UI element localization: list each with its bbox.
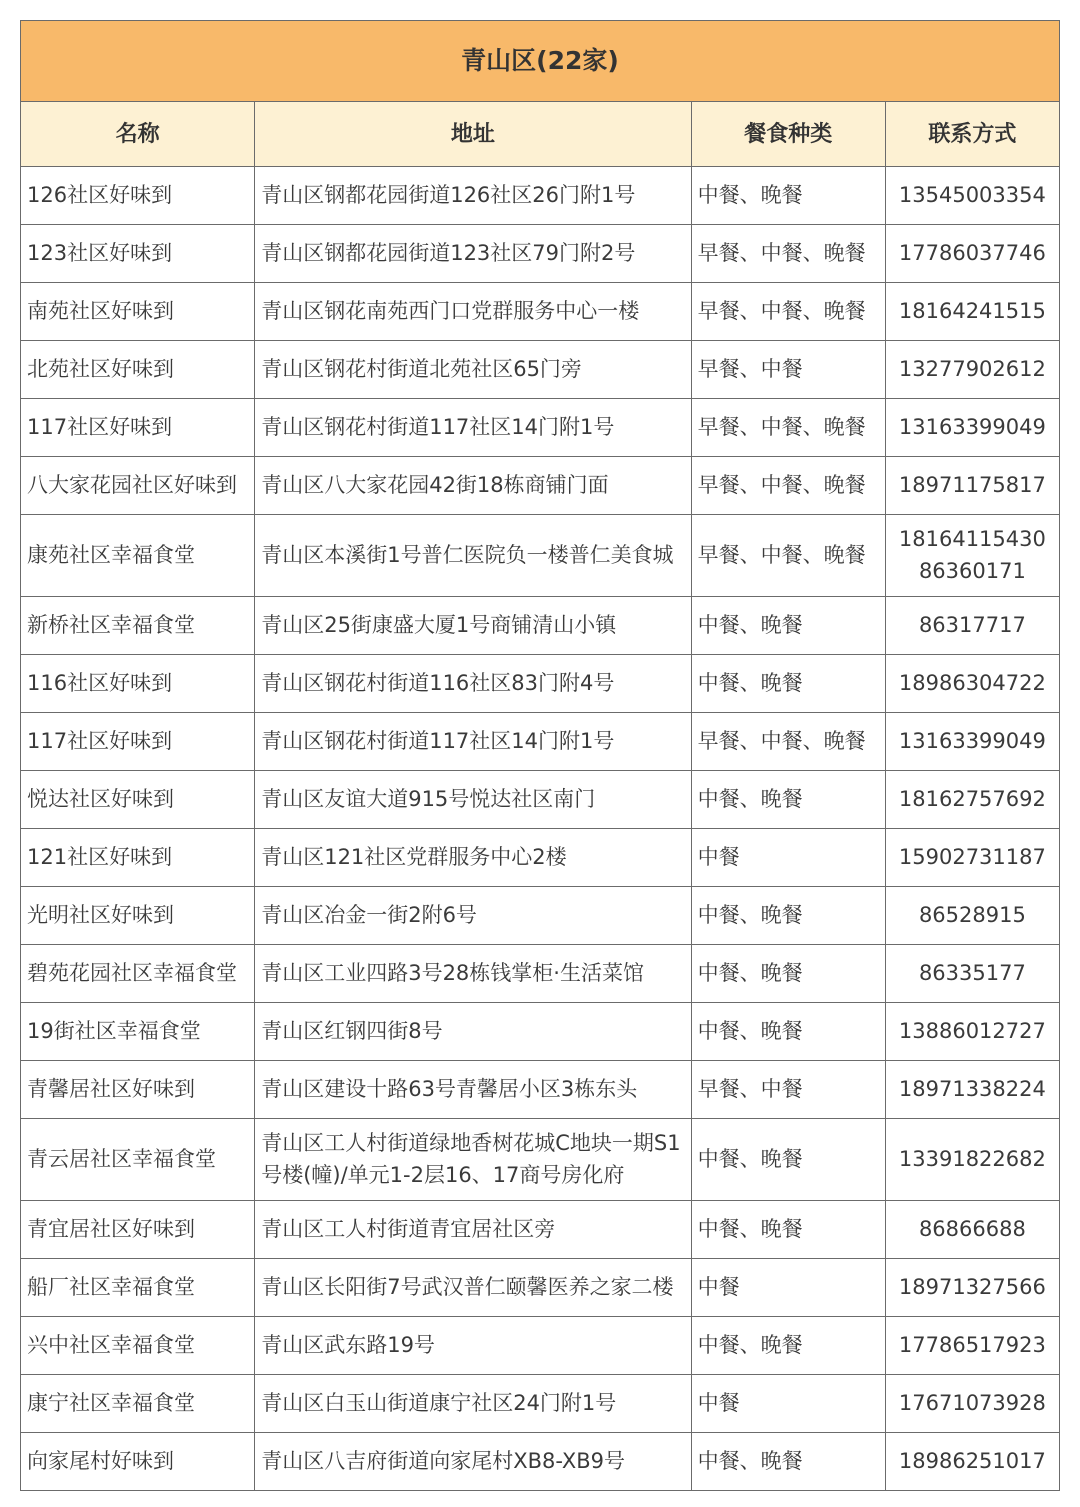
canteen-name-cell: 青宜居社区好味到 bbox=[21, 1201, 255, 1259]
contact-cell bbox=[885, 1119, 1059, 1201]
phone-number: 17786517923 bbox=[898, 1332, 1046, 1357]
table-row bbox=[21, 399, 1060, 457]
phone-number: 86866688 bbox=[918, 1216, 1026, 1241]
table-row bbox=[21, 1061, 1060, 1119]
table-row bbox=[21, 1433, 1060, 1491]
address-cell: 青山区武东路19号 bbox=[255, 1317, 691, 1375]
contact-cell bbox=[885, 225, 1059, 283]
contact-cell bbox=[885, 597, 1059, 655]
meal-type-cell: 中餐、晚餐 bbox=[691, 945, 885, 1003]
contact-cell bbox=[885, 945, 1059, 1003]
address-cell: 青山区白玉山街道康宁社区24门附1号 bbox=[255, 1375, 691, 1433]
address-cell: 青山区工业四路3号28栋钱掌柜·生活菜馆 bbox=[255, 945, 691, 1003]
canteen-name-cell: 新桥社区幸福食堂 bbox=[21, 597, 255, 655]
table-row bbox=[21, 341, 1060, 399]
phone-number: 86335177 bbox=[918, 960, 1026, 985]
canteen-name-cell: 117社区好味到 bbox=[21, 713, 255, 771]
canteen-name-cell: 光明社区好味到 bbox=[21, 887, 255, 945]
phone-number: 18164241515 bbox=[898, 298, 1046, 323]
canteen-name-cell: 南苑社区好味到 bbox=[21, 283, 255, 341]
address-cell: 青山区红钢四街8号 bbox=[255, 1003, 691, 1061]
phone-number: 18971327566 bbox=[898, 1274, 1046, 1299]
meal-type-cell: 中餐、晚餐 bbox=[691, 1201, 885, 1259]
table-row bbox=[21, 1119, 1060, 1201]
contact-cell bbox=[885, 457, 1059, 515]
meal-type-cell: 早餐、中餐 bbox=[691, 341, 885, 399]
canteen-name-cell: 青云居社区幸福食堂 bbox=[21, 1119, 255, 1201]
phone-number: 18971338224 bbox=[898, 1076, 1046, 1101]
phone-number: 18971175817 bbox=[898, 472, 1046, 497]
address-cell: 青山区友谊大道915号悦达社区南门 bbox=[255, 771, 691, 829]
table-row bbox=[21, 167, 1060, 225]
address-cell: 青山区冶金一街2附6号 bbox=[255, 887, 691, 945]
phone-number: 13545003354 bbox=[898, 182, 1046, 207]
meal-type-cell: 早餐、中餐、晚餐 bbox=[691, 225, 885, 283]
contact-cell bbox=[885, 1201, 1059, 1259]
canteen-name-cell: 碧苑花园社区幸福食堂 bbox=[21, 945, 255, 1003]
table-row bbox=[21, 597, 1060, 655]
contact-cell bbox=[885, 1259, 1059, 1317]
canteen-name-cell: 康宁社区幸福食堂 bbox=[21, 1375, 255, 1433]
address-cell: 青山区钢花村街道北苑社区65门旁 bbox=[255, 341, 691, 399]
table-row bbox=[21, 829, 1060, 887]
table-title-row bbox=[21, 21, 1060, 102]
meal-type-cell: 早餐、中餐 bbox=[691, 1061, 885, 1119]
phone-number: 18162757692 bbox=[898, 786, 1046, 811]
canteen-name-cell: 121社区好味到 bbox=[21, 829, 255, 887]
table-row bbox=[21, 515, 1060, 597]
address-cell: 青山区长阳街7号武汉普仁颐馨医养之家二楼 bbox=[255, 1259, 691, 1317]
contact-cell bbox=[885, 515, 1059, 597]
canteen-name-cell: 116社区好味到 bbox=[21, 655, 255, 713]
contact-cell bbox=[885, 829, 1059, 887]
phone-number: 86317717 bbox=[918, 612, 1026, 637]
contact-cell bbox=[885, 771, 1059, 829]
phone-number: 17786037746 bbox=[898, 240, 1046, 265]
address-cell: 青山区八吉府街道向家尾村XB8-XB9号 bbox=[255, 1433, 691, 1491]
table-row bbox=[21, 655, 1060, 713]
meal-type-cell: 中餐、晚餐 bbox=[691, 597, 885, 655]
table-row bbox=[21, 1259, 1060, 1317]
table-row bbox=[21, 283, 1060, 341]
address-cell: 青山区钢花村街道116社区83门附4号 bbox=[255, 655, 691, 713]
canteen-name-cell: 北苑社区好味到 bbox=[21, 341, 255, 399]
table-row bbox=[21, 1375, 1060, 1433]
meal-type-cell: 中餐、晚餐 bbox=[691, 655, 885, 713]
address-cell: 青山区钢都花园街道126社区26门附1号 bbox=[255, 167, 691, 225]
canteen-name-cell: 向家尾村好味到 bbox=[21, 1433, 255, 1491]
meal-type-cell: 早餐、中餐、晚餐 bbox=[691, 515, 885, 597]
canteen-name-cell: 康苑社区幸福食堂 bbox=[21, 515, 255, 597]
meal-type-cell: 中餐、晚餐 bbox=[691, 771, 885, 829]
meal-type-cell: 早餐、中餐、晚餐 bbox=[691, 713, 885, 771]
canteen-name-cell: 19街社区幸福食堂 bbox=[21, 1003, 255, 1061]
address-cell: 青山区八大家花园42街18栋商铺门面 bbox=[255, 457, 691, 515]
table-title: 青山区(22家) bbox=[21, 21, 1060, 102]
address-cell: 青山区钢花村街道117社区14门附1号 bbox=[255, 713, 691, 771]
contact-cell bbox=[885, 283, 1059, 341]
table-row bbox=[21, 945, 1060, 1003]
meal-type-cell: 中餐、晚餐 bbox=[691, 1003, 885, 1061]
address-cell: 青山区钢都花园街道123社区79门附2号 bbox=[255, 225, 691, 283]
address-cell: 青山区钢花南苑西门口党群服务中心一楼 bbox=[255, 283, 691, 341]
meal-type-cell: 中餐、晚餐 bbox=[691, 167, 885, 225]
meal-type-cell: 早餐、中餐、晚餐 bbox=[691, 283, 885, 341]
table-row bbox=[21, 457, 1060, 515]
header-meal-type: 餐食种类 bbox=[691, 102, 885, 167]
contact-cell bbox=[885, 887, 1059, 945]
meal-type-cell: 中餐 bbox=[691, 1375, 885, 1433]
table-row bbox=[21, 771, 1060, 829]
meal-type-cell: 中餐、晚餐 bbox=[691, 1317, 885, 1375]
meal-type-cell: 中餐、晚餐 bbox=[691, 1119, 885, 1201]
address-cell: 青山区工人村街道青宜居社区旁 bbox=[255, 1201, 691, 1259]
contact-cell bbox=[885, 713, 1059, 771]
table-header-row bbox=[21, 102, 1060, 167]
phone-number: 13886012727 bbox=[898, 1018, 1046, 1043]
address-cell: 青山区121社区党群服务中心2楼 bbox=[255, 829, 691, 887]
canteen-name-cell: 青馨居社区好味到 bbox=[21, 1061, 255, 1119]
meal-type-cell: 早餐、中餐、晚餐 bbox=[691, 399, 885, 457]
phone-number: 17671073928 bbox=[898, 1390, 1046, 1415]
canteen-name-cell: 123社区好味到 bbox=[21, 225, 255, 283]
canteen-name-cell: 126社区好味到 bbox=[21, 167, 255, 225]
table-row bbox=[21, 225, 1060, 283]
phone-number: 86360171 bbox=[918, 558, 1026, 583]
header-contact: 联系方式 bbox=[885, 102, 1059, 167]
address-cell: 青山区工人村街道绿地香树花城C地块一期S1号楼(幢)/单元1-2层16、17商号房化府 bbox=[255, 1119, 691, 1201]
phone-number: 15902731187 bbox=[898, 844, 1046, 869]
contact-cell bbox=[885, 655, 1059, 713]
address-cell: 青山区本溪街1号普仁医院负一楼普仁美食城 bbox=[255, 515, 691, 597]
table-row bbox=[21, 1003, 1060, 1061]
canteen-name-cell: 八大家花园社区好味到 bbox=[21, 457, 255, 515]
contact-cell bbox=[885, 1061, 1059, 1119]
meal-type-cell: 中餐 bbox=[691, 1259, 885, 1317]
contact-cell bbox=[885, 1003, 1059, 1061]
table-row bbox=[21, 1201, 1060, 1259]
phone-number: 13391822682 bbox=[898, 1146, 1046, 1171]
table-row bbox=[21, 713, 1060, 771]
meal-type-cell: 中餐、晚餐 bbox=[691, 1433, 885, 1491]
canteen-name-cell: 兴中社区幸福食堂 bbox=[21, 1317, 255, 1375]
contact-cell bbox=[885, 1433, 1059, 1491]
phone-number: 13277902612 bbox=[898, 356, 1046, 381]
table-row bbox=[21, 887, 1060, 945]
meal-type-cell: 早餐、中餐、晚餐 bbox=[691, 457, 885, 515]
contact-cell bbox=[885, 1375, 1059, 1433]
table-row bbox=[21, 1317, 1060, 1375]
contact-cell bbox=[885, 167, 1059, 225]
canteen-list-panel bbox=[20, 20, 1060, 1491]
phone-number: 13163399049 bbox=[898, 728, 1046, 753]
canteen-name-cell: 117社区好味到 bbox=[21, 399, 255, 457]
contact-cell bbox=[885, 341, 1059, 399]
meal-type-cell: 中餐、晚餐 bbox=[691, 887, 885, 945]
canteen-name-cell: 悦达社区好味到 bbox=[21, 771, 255, 829]
meal-type-cell: 中餐 bbox=[691, 829, 885, 887]
header-name: 名称 bbox=[21, 102, 255, 167]
canteen-name-cell: 船厂社区幸福食堂 bbox=[21, 1259, 255, 1317]
address-cell: 青山区建设十路63号青馨居小区3栋东头 bbox=[255, 1061, 691, 1119]
phone-number: 18986251017 bbox=[898, 1448, 1046, 1473]
header-address: 地址 bbox=[255, 102, 691, 167]
phone-number: 86528915 bbox=[918, 902, 1026, 927]
address-cell: 青山区钢花村街道117社区14门附1号 bbox=[255, 399, 691, 457]
phone-number: 18164115430 bbox=[898, 527, 1046, 551]
contact-cell bbox=[885, 1317, 1059, 1375]
canteen-table bbox=[20, 20, 1060, 1491]
phone-number: 18986304722 bbox=[898, 670, 1046, 695]
phone-number: 13163399049 bbox=[898, 414, 1046, 439]
table-body bbox=[21, 167, 1060, 1491]
address-cell: 青山区25街康盛大厦1号商铺清山小镇 bbox=[255, 597, 691, 655]
contact-cell bbox=[885, 399, 1059, 457]
